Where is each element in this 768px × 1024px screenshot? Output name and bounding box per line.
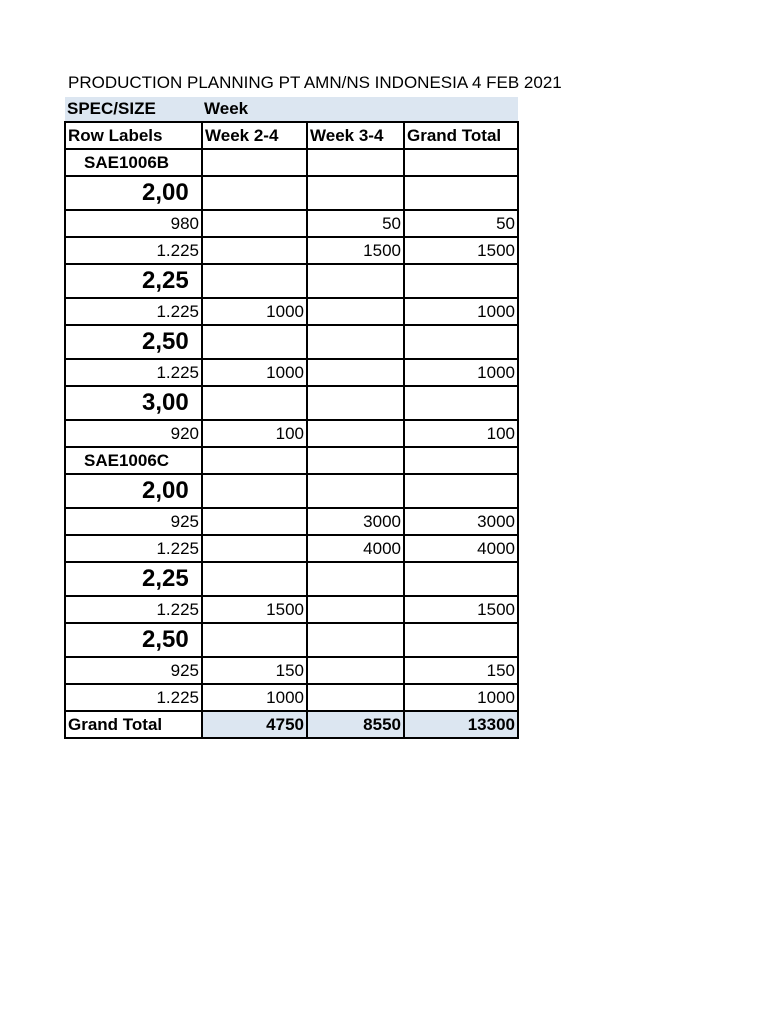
grand-total-value: 50: [404, 210, 518, 237]
grand-total-value: 100: [404, 420, 518, 447]
width-row: [65, 210, 518, 237]
grand-total-value: 1000: [404, 359, 518, 386]
spec-group-row: [65, 149, 518, 176]
week-3-4-value: [307, 657, 404, 684]
week-2-4-value: [202, 623, 307, 657]
size-row: [65, 623, 518, 657]
week-3-4-value: [307, 386, 404, 420]
week-2-4-value: [202, 210, 307, 237]
width-label: 1.225: [65, 684, 202, 711]
width-row: [65, 657, 518, 684]
column-field-label: Week: [202, 97, 307, 122]
week-2-4-value: 1000: [202, 684, 307, 711]
grand-total-value: [404, 264, 518, 298]
grand-total-week-2-4: 4750: [202, 711, 307, 738]
grand-total-value: [404, 447, 518, 474]
week-2-4-value: [202, 535, 307, 562]
week-2-4-value: 1500: [202, 596, 307, 623]
pivot-filter-row: [65, 97, 518, 122]
week-2-4-value: [202, 508, 307, 535]
week-3-4-value: 1500: [307, 237, 404, 264]
grand-total-week-3-4: 8550: [307, 711, 404, 738]
size-row: [65, 325, 518, 359]
width-label: 925: [65, 657, 202, 684]
width-row: [65, 359, 518, 386]
header-week-2-4: Week 2-4: [202, 122, 307, 149]
size-label: 2,50: [65, 623, 202, 657]
width-label: 1.225: [65, 298, 202, 325]
size-label: 3,00: [65, 386, 202, 420]
week-2-4-value: [202, 325, 307, 359]
size-row: [65, 562, 518, 596]
week-2-4-value: 1000: [202, 298, 307, 325]
size-label: 2,25: [65, 562, 202, 596]
width-row: [65, 298, 518, 325]
week-2-4-value: [202, 264, 307, 298]
week-3-4-value: [307, 420, 404, 447]
grand-total-value: [404, 149, 518, 176]
week-3-4-value: [307, 325, 404, 359]
width-row: [65, 508, 518, 535]
grand-total-label: Grand Total: [65, 711, 202, 738]
width-label: 1.225: [65, 535, 202, 562]
pivot-header-row: [65, 122, 518, 149]
grand-total-value: 1500: [404, 596, 518, 623]
grand-total-value: 1000: [404, 684, 518, 711]
width-row: [65, 237, 518, 264]
grand-total-value: [404, 386, 518, 420]
size-label: 2,50: [65, 325, 202, 359]
week-3-4-value: 3000: [307, 508, 404, 535]
grand-total-value: 1500: [404, 237, 518, 264]
size-row: [65, 474, 518, 508]
week-2-4-value: [202, 447, 307, 474]
spec-label: SAE1006C: [65, 447, 202, 474]
week-3-4-value: [307, 474, 404, 508]
spec-label: SAE1006B: [65, 149, 202, 176]
week-3-4-value: [307, 298, 404, 325]
size-row: [65, 176, 518, 210]
width-label: 980: [65, 210, 202, 237]
week-3-4-value: [307, 149, 404, 176]
week-2-4-value: [202, 149, 307, 176]
grand-total-value: 3000: [404, 508, 518, 535]
grand-total-value: 150: [404, 657, 518, 684]
header-row-labels: Row Labels: [65, 122, 202, 149]
width-label: 1.225: [65, 596, 202, 623]
week-2-4-value: 100: [202, 420, 307, 447]
week-3-4-value: [307, 359, 404, 386]
grand-total-value: [404, 623, 518, 657]
size-label: 2,00: [65, 474, 202, 508]
spec-empty-cell: [307, 97, 404, 122]
week-3-4-value: [307, 447, 404, 474]
width-row: [65, 596, 518, 623]
grand-total-row: [65, 711, 518, 738]
width-label: 920: [65, 420, 202, 447]
spec-empty-cell: [404, 97, 518, 122]
size-row: [65, 386, 518, 420]
week-3-4-value: [307, 176, 404, 210]
width-row: [65, 684, 518, 711]
width-label: 1.225: [65, 359, 202, 386]
week-2-4-value: [202, 237, 307, 264]
week-3-4-value: [307, 562, 404, 596]
pivot-table: [64, 97, 519, 739]
grand-total-overall: 13300: [404, 711, 518, 738]
grand-total-value: [404, 325, 518, 359]
week-2-4-value: [202, 474, 307, 508]
week-2-4-value: [202, 386, 307, 420]
week-2-4-value: [202, 176, 307, 210]
grand-total-value: 1000: [404, 298, 518, 325]
week-2-4-value: 1000: [202, 359, 307, 386]
week-3-4-value: [307, 623, 404, 657]
width-row: [65, 535, 518, 562]
week-3-4-value: [307, 684, 404, 711]
week-2-4-value: [202, 562, 307, 596]
document-title: PRODUCTION PLANNING PT AMN/NS INDONESIA 4 FEB 2021: [68, 73, 562, 92]
header-grand-total: Grand Total: [404, 122, 518, 149]
size-label: 2,00: [65, 176, 202, 210]
width-row: [65, 420, 518, 447]
size-label: 2,25: [65, 264, 202, 298]
filter-label: SPEC/SIZE: [65, 97, 202, 122]
spec-group-row: [65, 447, 518, 474]
week-2-4-value: 150: [202, 657, 307, 684]
week-3-4-value: 50: [307, 210, 404, 237]
grand-total-value: 4000: [404, 535, 518, 562]
grand-total-value: [404, 176, 518, 210]
week-3-4-value: 4000: [307, 535, 404, 562]
size-row: [65, 264, 518, 298]
width-label: 1.225: [65, 237, 202, 264]
grand-total-value: [404, 562, 518, 596]
width-label: 925: [65, 508, 202, 535]
header-week-3-4: Week 3-4: [307, 122, 404, 149]
week-3-4-value: [307, 264, 404, 298]
grand-total-value: [404, 474, 518, 508]
week-3-4-value: [307, 596, 404, 623]
